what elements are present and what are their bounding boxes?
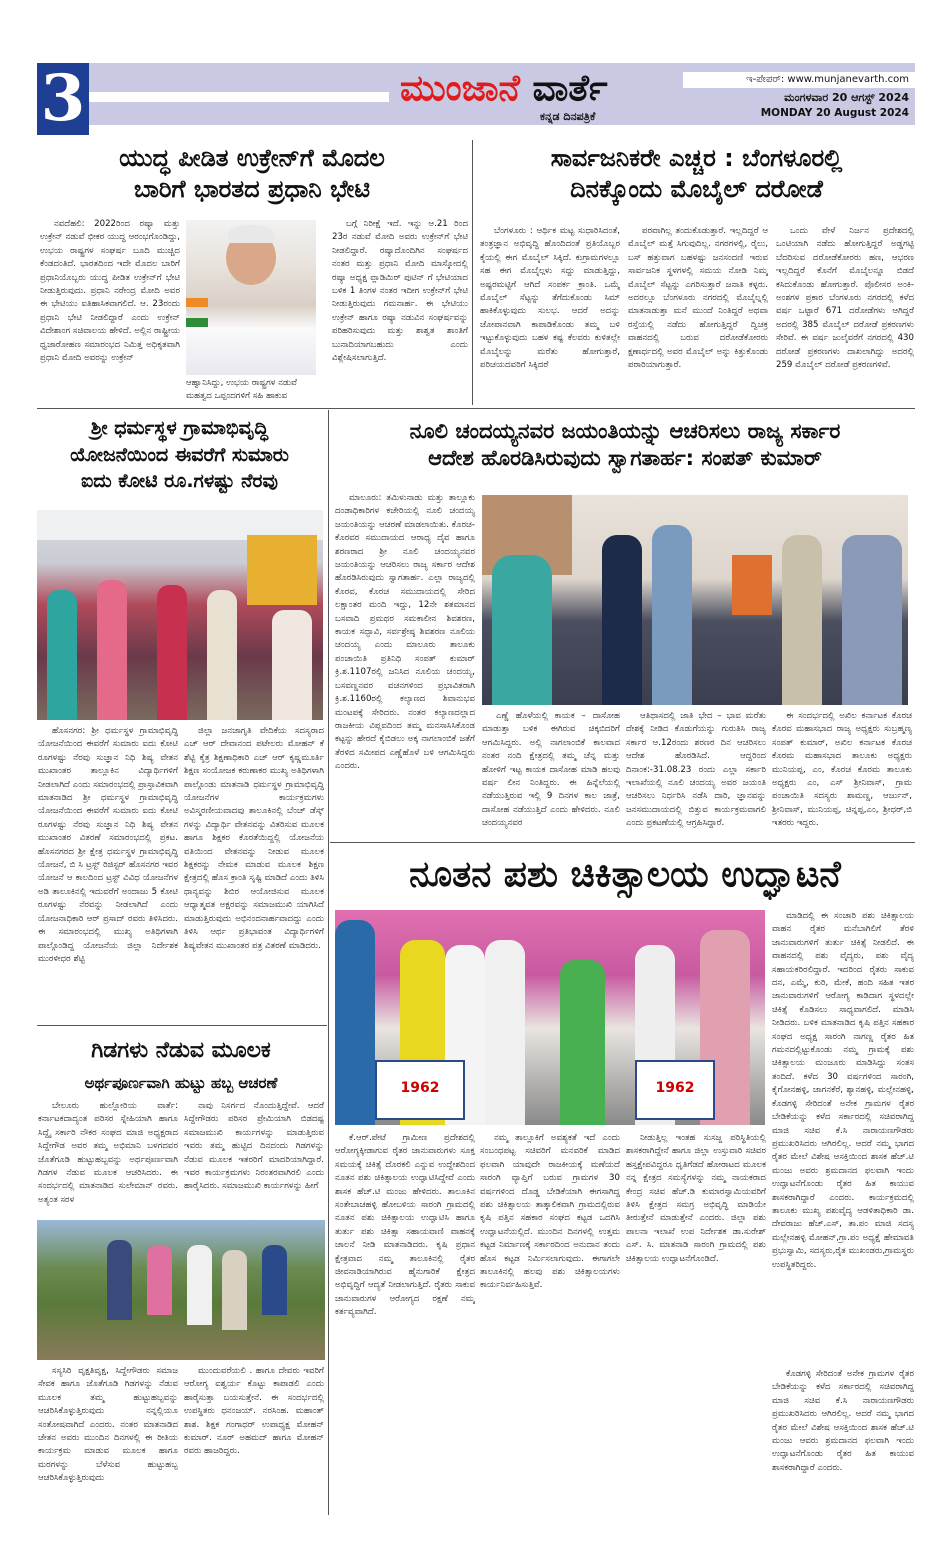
- nooli-photo: [482, 495, 908, 705]
- nooli-body-col4: [772, 710, 912, 837]
- logo-red: ಮುಂಜಾನೆ: [400, 68, 520, 109]
- headline-line: ಬಾರಿಗೆ ಭಾರತದ ಪ್ರಧಾನಿ ಭೇಟಿ: [133, 175, 371, 204]
- ukraine-body-col3: [332, 218, 468, 404]
- headline-line: ಯೋಜನೆಯಿಂದ ಈವರೆಗೆ ಸುಮಾರು: [70, 443, 289, 466]
- dharmasthala-headline: [37, 415, 322, 495]
- birthday-subheadline: ಅರ್ಥಪೂರ್ಣವಾಗಿ ಹುಟ್ಟು ಹಬ್ಬ ಆಚರಣೆ: [84, 1074, 278, 1092]
- dharmasthala-body-col2: [184, 725, 324, 1015]
- headline-line: ಶ್ರೀ ಧರ್ಮಸ್ಥಳ ಗ್ರಾಮಾಭಿವೃದ್ಧಿ: [90, 417, 269, 439]
- mobile-body-col2: [628, 225, 768, 405]
- headline-line: ನೂಲಿ ಚಂದಯ್ಯನವರ ಜಯಂತಿಯನ್ನು ಆಚರಿಸಲು ರಾಜ್ಯ ಸರ್ಕಾರ: [409, 419, 841, 443]
- tagline: ಕನ್ನಡ ದಿನಪತ್ರಿಕೆ: [540, 110, 596, 123]
- body-text: ಕೆ.ಆರ್.ಪೇಟೆ ಗ್ರಾಮೀಣ ಪ್ರದೇಶದಲ್ಲಿ ಆರೋಗ್ಯಕ್ಕೀಡಾಗುವ ರೈತರ ಜಾನುವಾರುಗಳು ಸೂಕ್ತ ಸಮಯಕ್ಕೆ ಚಿಕಿತ್ಸೆ ದೊರಕಲಿ ಎನ್ನುವ ಉದ್ದೇಶದಿಂದ ನೂತನ ಪಶು ಚಿಕಿತ್ಸಾಲಯ ಉದ್ಘಾಟಿಸಿದ್ದೇವೆ ಎಂದು ಶಾಸಕ ಹೆಚ್.ಟಿ ಮಂಜು ಹೇಳಿದರು. ತಾಲೂಕಿನ ಸಂತೇಬಾಚಹಳ್ಳಿ ಹೋಬಳಿಯ ಸಾರಂಗಿ ಗ್ರಾಮದಲ್ಲಿ ನೂತನ ಪಶು ಚಿಕಿತ್ಸಾಲಯ ಉದ್ಘಾಟಿಸಿ ಹಾಗೂ ತುರ್ತು ಪಶು ಚಿಕಿತ್ಸಾ ಸಹಾಯವಾಣಿ ವಾಹನಕ್ಕೆ ಚಾಲನೆ ನೀಡಿ ಮಾತನಾಡಿದರು. ಕೃಷಿ ಪ್ರಧಾನ ಕ್ಷೇತ್ರವಾದ ನಮ್ಮ ತಾಲೂಕಿನಲ್ಲಿ ರೈತರ ಜೀವನಾಡಿಯಾಗಿರುವ ಹೈನುಗಾರಿಕೆ ಕ್ಷೇತ್ರದ ಅಭಿವೃದ್ಧಿಗೆ ಆದ್ಯತೆ ನೀಡಲಾಗುತ್ತಿದೆ. ರೈತರು ಸಾಕುವ ಜಾನುವಾರುಗಳ ಆರೋಗ್ಯದ ರಕ್ಷಣೆ ನಮ್ಮ ಕರ್ತವ್ಯವಾಗಿದೆ.: [335, 1133, 475, 1318]
- body-text: ಮಾಲೂರು: ತಮಿಳುನಾಡು ಮತ್ತು ತಾಲ್ಲೂಕು ದಂಡಾಧಿಕಾರಿಗಳ ಕಚೇರಿಯಲ್ಲಿ ನೂಲಿ ಚಂದಯ್ಯ ಜಯಂತಿಯನ್ನು ಆಚರಣೆ ಮಾಡಲಾಯಿತು. ಕೊರಚ-ಕೊರವರ ಸಮುದಾಯದ ಆರಾಧ್ಯ ದೈವ ಹಾಗೂ ಶರಣರಾದ ಶ್ರೀ ನೂಲಿ ಚಂದಯ್ಯನವರ ಜಯಂತಿಯನ್ನು ಆಚರಿಸಲು ರಾಜ್ಯ ಸರ್ಕಾರ ಆದೇಶ ಹೊರಡಿಸಿರುವುದು ಸ್ವಾಗತಾರ್ಹ. ಎಲ್ಲಾ ರಾಜ್ಯದಲ್ಲಿ ಕೊರವ, ಕೊರಚ ಸಮುದಾಯದಲ್ಲಿ ಸೇರಿದ ಲಕ್ಷಾಂತರ ಮಂದಿ ಇದ್ದು, 12ನೇ ಶತಮಾನದ ಬಸವಾದಿ ಪ್ರಮಥರ ಸಮಕಾಲೀನ ಶಿವಶರಣ, ಕಾಯಕ ಸದ್ಭಾವಿ, ಸರ್ವಶ್ರೇಷ್ಠ ಶಿವಶರಣ ನೂಲಿಯ ಚಂದಯ್ಯ ಎಂದು ಮಾಲೂರು ತಾಲೂಕು ಪಂಚಾಯಿತಿ ಪ್ರತಿನಿಧಿ ಸಂಪತ್ ಕುಮಾರ್ ಕ್ರಿ.ಶ.1107ರಲ್ಲಿ ಜನಿಸಿದ ನೂಲಿಯ ಚಂದಯ್ಯ, ಬಸವಣ್ಣನವರ ವಚನಗಳಿಂದ ಪ್ರಭಾವಿತರಾಗಿ ಕ್ರಿ.ಶ.1160ರಲ್ಲಿ ಕಲ್ಯಾಣದ ಶಿವಾನುಭವ ಮಂಟಪಕ್ಕೆ ಸೇರಿದರು. ನಂತರ ಕಲ್ಯಾಣದಲ್ಲಾದ ರಾಜಕೀಯ ವಿಪ್ಲವದಿಂದ ತಮ್ಮ ಮನಸಾಸಿಸಿಕೊಂಡ ಕಟ್ಟನ್ನು ಹೇರದೆ ಕೈಬಿಡಲು ಅಕ್ಕ ನಾಗಲಾಂಬಿಕೆ ಜತೆಗೆ ತೆರಳಿದ ಸಮೀಪದ ಎಣ್ಣೆಹೊಳೆ ಬಳಿ ಆಗಮಿಸಿದ್ದರು ಎಂದರು.: [335, 493, 475, 772]
- ukraine-headline: [37, 143, 467, 205]
- birthday-headline: ಗಿಡಗಳು ನೆಡುವ ಮೂಲಕ: [91, 1038, 271, 1063]
- nooli-body-col2: [482, 710, 620, 837]
- section-rule: [37, 408, 915, 409]
- masthead-stripe: [89, 92, 389, 102]
- birthday-body-col3: [38, 1365, 178, 1510]
- modi-photo-caption: ಆಹ್ವಾನಿಸಿದ್ದು, ಉಭಯ ರಾಷ್ಟ್ರಗಳ ನಡುವೆ ಮಹತ್ವದ ಒಪ್ಪಂದಗಳಿಗೆ ಸಹಿ ಹಾಕುವ: [186, 378, 298, 401]
- body-text: ಹೊಸನಗರ: ಶ್ರೀ ಧರ್ಮಸ್ಥಳ ಗ್ರಾಮಾಭಿವೃದ್ಧಿ ಯೋಜನೆಯಿಂದ ಈವರೆಗೆ ಸುಮಾರು ಐದು ಕೋಟಿ ರೂಗಳಷ್ಟು ನೆರವು ಸುಜ್ಞಾನ ನಿಧಿ ಶಿಷ್ಯ ವೇತನ ಮುಖಾಂತರ ತಾಲ್ಲೂಕಿನ ವಿದ್ಯಾರ್ಥಿಗಳಿಗೆ ನೀಡಲಾಗಿದೆ ಎಂದು ಸಮಾರಂಭದಲ್ಲಿ ಪ್ರಾಸ್ತಾವಿಕವಾಗಿ ಮಾತನಾಡಿದ ಶ್ರೀ ಧರ್ಮಸ್ಥಳ ಗ್ರಾಮಾಭಿವೃದ್ಧಿ ಯೋಜನೆಯಿಂದ ಈವರೆಗೆ ಸುಮಾರು ಐದು ಕೋಟಿ ರೂಗಳಷ್ಟು ನೆರವು ಸುಜ್ಞಾನ ನಿಧಿ ಶಿಷ್ಯ ವೇತನ ಮುಖಾಂತರ ವಿತರಣೆ ಸಮಾರಂಭದಲ್ಲಿ ಪ್ರಕಟ. ಹೊಸನಗರದ ಶ್ರೀ ಕ್ಷೇತ್ರ ಧರ್ಮಸ್ಥಳ ಗ್ರಾಮಾಭಿವೃದ್ಧಿ ಯೋಜನೆ, ಬಿ ಸಿ ಟ್ರಸ್ಟ್ ರಿಜಿಸ್ಟರ್ ಹೊಸನಗರ ಇವರ ಯೋಜನೆ ಆ ಕಾಲದಿಂದ ಟ್ರಸ್ಟ್ ವಿವಿಧ ಯೋಜನೆಗಳ ಅಡಿ ತಾಲೂಕಿನಲ್ಲಿ ಇದುವರೆಗೆ ಅಂದಾಜು 5 ಕೋಟಿ ರೂಗಳಷ್ಟು ನೆರವನ್ನು ನೀಡಲಾಗಿದೆ ಎಂದು ಯೋಜನಾಧಿಕಾರಿ ಆರ್ ಪ್ರಸಾದ್ ರವರು ತಿಳಿಸಿದರು. ಈ ಸಮಾರಂಭದಲ್ಲಿ ಮುಖ್ಯ ಅತಿಥಿಗಳಾಗಿ ಪಾಲ್ಗೊಂಡಿದ್ದ ಯೋಜನೆಯ ಜಿಲ್ಲಾ ನಿರ್ದೇಶಕ ಮುರಳೀಧರ ಶೆಟ್ಟಿ: [38, 726, 178, 964]
- body-text: ಮಾಡಿದಲ್ಲಿ ಈ ಸಂಚಾರಿ ಪಶು ಚಿಕಿತ್ಸಾಲಯ ವಾಹನ ರೈತರ ಮನೆಬಾಗಿಲಿಗೆ ತೆರಳಿ ಜಾನುವಾರುಗಳಿಗೆ ತುರ್ತು ಚಿಕಿತ್ಸೆ ನೀಡಲಿದೆ. ಈ ವಾಹನದಲ್ಲಿ ಪಶು ವೈದ್ಯರು, ಪಶು ವೈದ್ಯ ಸಹಾಯಕರಿರಲಿದ್ದಾರೆ. ಇದರಿಂದ ರೈತರು ಸಾಕುವ ದನ, ಎಮ್ಮೆ, ಕುರಿ, ಮೇಕೆ, ಹಂದಿ ಸಹಿತ ಇತರ ಜಾನುವಾರುಗಳಿಗೆ ಆರೋಗ್ಯ ಕಾಡಿದಾಗ ಸ್ಥಳದಲ್ಲೇ ಚಿಕಿತ್ಸೆ ಕೊಡಿಸಲು ಸಾಧ್ಯವಾಗಲಿದೆ. ಮಾಡಿಸಿ ನೀಡಿದರು. ಬಳಿಕ ಮಾತನಾಡಿದ ಕೃಷಿ ಪತ್ತಿನ ಸಹಕಾರ ಸಂಘದ ಅಧ್ಯಕ್ಷ ಸಾರಂಗಿ ನಾಗಣ್ಣ ರೈತರ ಹಿತ ಗಮನದಲ್ಲಿಟ್ಟುಕೊಂಡು ನಮ್ಮ ಗ್ರಾಮಕ್ಕೆ ಪಶು ಚಿಕಿತ್ಸಾಲಯ ಮಂಜೂರು ಮಾಡಿಸಿದ್ದು ಸಂತಸ ತಂದಿದೆ. ಕಳೆದ 30 ವರ್ಷಗಳಿಂದ ಸಾರಂಗಿ, ಕೈಗೋನಹಳ್ಳಿ, ಜಾಗನಕೆರೆ, ಶ್ಯಾನಹಳ್ಳಿ, ಮಲ್ಲೇನಹಳ್ಳಿ, ಕೊಡಗಳ್ಳಿ ಸೇರಿದಂತೆ ಅನೇಕ ಗ್ರಾಮಗಳ ರೈತರ ಬೇಡಿಕೆಯನ್ನು ಕಳೆದ ಸರ್ಕಾರದಲ್ಲಿ ಸಚಿವರಾಗಿದ್ದ ಮಾಜಿ ಸಚಿವ ಕೆ.ಸಿ ನಾರಾಯಣಗೌಡರು ಪ್ರಮುಖರಿಸಿದರು ಆಗಿರಲಿಲ್ಲ. ಆದರೆ ನಮ್ಮ ಭಾಗದ ರೈತರ ಮೇಲೆ ವಿಶೇಷ ಆಸಕ್ತಿಯಿಂದ ಶಾಸಕ ಹೆಚ್.ಟಿ ಮಂಜು ಅವರು ಶ್ರಮದಾನದ ಫಲವಾಗಿ ಇಂದು ಉದ್ಘಾಟನೆಗೊಂಡು ರೈತರ ಹಿತ ಕಾಯುವ ಶಾಸಕರಾಗಿದ್ದಾರೆ ಎಂದರು. ಕಾರ್ಯಕ್ರಮದಲ್ಲಿ ತಾಲೂಕು ಮುಖ್ಯ ಪಶುವೈದ್ಯ ಆಡಳಿತಾಧಿಕಾರಿ ಡಾ. ದೇವರಾಜು ಹೆಚ್.ಎಸ್, ತಾ.ಪಂ ಮಾಜಿ ಸದಸ್ಯ ಮಲ್ಲೇನಹಳ್ಳಿ ಮೋಹನ್,ಗ್ರಾ.ಪಂ ಅಧ್ಯಕ್ಷೆ ಹೇಮಾವತಿ ಪ್ರಭುಸ್ವಾಮಿ, ಸದಸ್ಯರು,ರೈತ ಮುಖಂಡರು,ಗ್ರಾಮಸ್ಥರು ಉಪಸ್ಥಿತರಿದ್ದರು.: [772, 911, 914, 1270]
- headline-line: ಐದು ಕೋಟಿ ರೂ.ಗಳಷ್ಟು ನೆರವು: [81, 470, 278, 493]
- date-english: MONDAY 20 August 2024: [760, 107, 909, 119]
- vet-clinic-side-col: [772, 910, 914, 1365]
- ambulance-banner: 1962: [375, 1060, 465, 1120]
- ukraine-body-col1: [40, 218, 180, 404]
- body-text: ನಮ್ಮ ತಾಲ್ಲೂಕಿಗೆ ಅವಶ್ಯಕತೆ ಇದೆ ಎಂದು ಸಂಬಂಧಪಟ್ಟ ಸಚಿವರಿಗೆ ಮನವರಿಕೆ ಮಾಡಿದ ಫಲವಾಗಿ ಯಾವುದೇ ರಾಜಕೀಯಕ್ಕೆ ಮಣೆಯದೆ ಸಾರಂಗಿ ವ್ಯಾಪ್ತಿಗೆ ಬರುವ ಗ್ರಾಮಗಳ 30 ವರ್ಷಗಳಿಂದ ದೊಡ್ಡ ಬೇಡಿಕೆಯಾಗಿ ಈಗಸಾಗಿದ್ದ ಪಶು ಚಿಕಿತ್ಸಾಲಯ ತಾತ್ಕಾಲಿಕವಾಗಿ ಗ್ರಾಮದಲ್ಲಿರುವ ಕೃಷಿ ಪತ್ತಿನ ಸಹಕಾರ ಸಂಘದ ಕಟ್ಟಡ ಒದಗಿಸಿ ಉದ್ಘಾಟನೆಯಲ್ಲಿದೆ. ಮುಂದಿನ ದಿನಗಳಲ್ಲಿ ಉತ್ತಮ ಕಟ್ಟಡ ನಿರ್ಮಾಣಕ್ಕೆ ಸರ್ಕಾರದಿಂದ ಅನುದಾನ ತಂದು ಹೊಸ ಕಟ್ಟಡ ನಿರ್ಮಿಸಲಾಗುವುದು. ಈಗಾಗಲೇ ತಾಲೂಕಿನಲ್ಲಿ ಹಲವು ಪಶು ಚಿಕಿತ್ಸಾಲಯಗಳು ಕಾರ್ಯನಿರ್ವಹಿಸುತ್ತಿವೆ.: [480, 1133, 620, 1291]
- body-text: ಈ ಸಂದರ್ಭದಲ್ಲಿ ಅಖಿಲ ಕರ್ನಾಟಕ ಕೊರಚ ಕೊರವ ಮಹಾಸಭಾದ ರಾಜ್ಯ ಅಧ್ಯಕ್ಷರು ಸುಬ್ರಹ್ಮಣ್ಯ ಸಂಪತ್ ಕುಮಾರ್, ಅಖಿಲ ಕರ್ನಾಟಕ ಕೊರಚ ಕೊರಮ ಮಹಾಸಭಾದ ತಾಲೂಕು ಅಧ್ಯಕ್ಷರು ಮುನಿಯಪ್ಪ, ಎಂ, ಕೊರಚ ಕೊರಮ ತಾಲೂಕು ಅಧ್ಯಕ್ಷರು ಎಂ, ಎಸ್ ಶ್ರೀನಿವಾಸ್, ಗ್ರಾಮ ಪಂಚಾಯಿತಿ ಸದಸ್ಯರು ಶಾಮಣ್ಣ, ಆರ್ಜುನ್, ಶ್ರೀನಿವಾಸ್, ಮುನಿಯಪ್ಪ, ಚಿನ್ನಪ್ಪ,ಎಂ, ಶ್ರೀಧರ್,ಬಿ ಇತರರು ಇದ್ದರು.: [772, 711, 912, 829]
- vet-clinic-headline: ನೂತನ ಪಶು ಚಿಕಿತ್ಸಾಲಯ ಉದ್ಘಾಟನೆ: [409, 854, 841, 895]
- vet-clinic-body-col1: [335, 1132, 475, 1510]
- dharmasthala-photo: [37, 510, 323, 720]
- section-rule: [37, 1025, 327, 1026]
- body-text: ಮುಂದುವರೆಯಲಿ . ಹಾಗೂ ದೇವರು ಇವರಿಗೆ ಆರೋಗ್ಯ ಐಶ್ವರ್ಯ ಕೊಟ್ಟು ಕಾಪಾಡಲಿ ಎಂದು ಹಾರೈಸುತ್ತಾ ಬಯಸುತ್ತೇನೆ. ಈ ಸಂದರ್ಭದಲ್ಲಿ ಉಪಸ್ಥಿತರು ಧನಂಜಯ್. ನರಸಿಂಹ. ಮಹಾಂತ್ ಶಾಶ. ಶಿಕ್ಷಕ ಗಂಗಾಧರ್ ಉಪಾಧ್ಯಕ್ಷ ಮೋಹನ್ ಕುಮಾರ್. ನೂರ್ ಅಹಮದ್ ಹಾಗೂ ಮೋಹನ್ ರವರು ಹಾಜರಿದ್ದರು.: [184, 1366, 324, 1457]
- nooli-chandayya-headline: [335, 418, 915, 473]
- vet-clinic-body-col2: [480, 1132, 620, 1510]
- modi-photo: [186, 220, 316, 375]
- nooli-body-col1: [335, 492, 475, 837]
- ambulance-banner: 1962: [635, 1060, 715, 1120]
- body-text: ಒಂದು ವೇಳೆ ನಿರ್ಜನ ಪ್ರದೇಶದಲ್ಲಿ ಒಂಟಿಯಾಗಿ ನಡೆದು ಹೋಗುತ್ತಿದ್ದರೆ ಅಡ್ಡಗಟ್ಟಿ ಬೆದರಿಸುವ ದರೋಡೆಕೋರರು ಹಣ, ಆಭರಣ ಇಲ್ಲದಿದ್ದರೆ ಕೊನೆಗೆ ಮೊಬೈಲನ್ನೂ ಬಿಡದೆ ಕಸಿದುಕೊಂಡು ಹೋಗುತ್ತಾರೆ. ಪೊಲೀಸರ ಅಂಕಿ-ಅಂಶಗಳ ಪ್ರಕಾರ ಬೆಂಗಳೂರು ನಗರದಲ್ಲಿ ಕಳೆದ ವರ್ಷ ಒಟ್ಟಾರೆ 671 ದರೋಡೆಗಳು ಆಗಿದ್ದರೆ ಅದರಲ್ಲಿ 385 ಮೊಬೈಲ್ ದರೋಡೆ ಪ್ರಕರಣಗಳು ಸೇರಿವೆ. ಈ ವರ್ಷ ಜುಲೈವರೆಗೆ ನಗರದಲ್ಲಿ 430 ದರೋಡೆ ಪ್ರಕರಣಗಳು ದಾಖಲಾಗಿದ್ದು ಅದರಲ್ಲಿ 259 ಮೊಬೈಲ್ ದರೋಡೆ ಪ್ರಕರಣಗಳಿವೆ.: [776, 226, 914, 371]
- page-number: 3: [37, 63, 89, 135]
- column-rule: [472, 140, 473, 405]
- body-text: ನಾವು ನಿಸರ್ಗದ ನೊಂದುತ್ತಿದ್ದೇವೆ. ಆದರೆ ಸಿದ್ದೇಗೌಡರು ಪರಿಸರ ಪ್ರೇಮಿಯಾಗಿ ಬಿಡದಷ್ಟ ಸಮಾಜಮುಖಿ ಕಾರ್ಯಗಳನ್ನು ಮಾಡುತ್ತಿರುವ ಇವರು ತಮ್ಮ ಹುಟ್ಟಿದ ದಿನದಂದು ಗಿಡಗಳನ್ನು ನೆಡುವ ಮೂಲಕ ಇತರರಿಗೆ ಮಾದರಿಯಾಗಿದ್ದಾರೆ. ಇವರ ಕಾರ್ಯಕ್ರಮಗಳು ನಿರಂತರವಾಗಿರಲಿ ಎಂದು ಹಾರೈಸಿದರು. ಸಮಾಜಮುಖಿ ಕಾರ್ಯಗಳನ್ನು ಹೀಗೆ: [184, 1101, 324, 1192]
- vet-clinic-photo: [335, 910, 765, 1125]
- nooli-body-col3: [626, 710, 766, 837]
- headline-line: ಯುದ್ಧ ಪೀಡಿತ ಉಕ್ರೇನ್‌ಗೆ ಮೊದಲ: [119, 144, 385, 172]
- logo-black: ವಾರ್ತೆ: [532, 68, 608, 109]
- headline-line: ಆದೇಶ ಹೊರಡಿಸಿರುವುದು ಸ್ವಾಗತಾರ್ಹ: ಸಂಪತ್ ಕುಮಾರ್: [428, 446, 822, 471]
- body-text: ಬೆಂಗಳೂರು : ಆರ್ಥಿಕ ಮಟ್ಟ ಸುಧಾರಿಸಿದಂತೆ, ತಂತ್ರಜ್ಞಾನ ಅಭಿವೃದ್ಧಿ ಹೊಂದಿದಂತೆ ಪ್ರತಿಯೊಬ್ಬರ ಕೈಯಲ್ಲಿ ಈಗ ಮೊಬೈಲ್ ಸಿಕ್ಕಿದೆ. ಕುಗ್ರಾಮಗಳಲ್ಲೂ ಸಹ ಈಗ ಮೊಬೈಲ್ಗಳು ಸದ್ದು ಮಾಡುತ್ತಿದ್ದು, ಅಷ್ಟರಮಟ್ಟಿಗೆ ಆಗಿದೆ ಸಂಪರ್ಕ ಕ್ರಾಂತಿ. ಒಮ್ಮೆ ಮೊಬೈಲ್ ಸೆಟ್ಟನ್ನು ತೆಗೆದುಕೊಂಡು ಸಿಮ್ ಹಾಕಿಕೊಳ್ಳುವುದು ಸುಲಭ. ಆದರೆ ಅದನ್ನು ಜೋಪಾನವಾಗಿ ಕಾಪಾಡಿಕೊಂಡು ತಮ್ಮ ಬಳಿ ಇಟ್ಟುಕೊಳ್ಳುವುದು ಬಹಳ ಕಷ್ಟ ಕೆಲವರು ಕುಳಿತಲ್ಲೇ ಮೊಬೈಲನ್ನು ಮರೆತು ಹೋಗುತ್ತಾರೆ, ಪರಿಚಯದವರಿಗೆ ಸಿಕ್ಕಿದರೆ: [480, 226, 620, 371]
- body-text: ಪರವಾಗಿಲ್ಲ ತಂದುಕೊಡುತ್ತಾರೆ. ಇಲ್ಲದಿದ್ದರೆ ಆ ಮೊಬೈಲ್ ಮತ್ತೆ ಸಿಗುವುದಿಲ್ಲ. ನಗರಗಳಲ್ಲಿ, ರೈಲು, ಬಸ್ ಹತ್ತುವಾಗ ಬಹಳಷ್ಟು ಜನಸಂದಣಿ ಇರುವ ಸಾರ್ವಜನಿಕ ಸ್ಥಳಗಳಲ್ಲಿ ಸಮಯ ನೋಡಿ ನಿಮ್ಮ ಮೊಬೈಲ್ ಸೆಟ್ಟನ್ನು ಎಗರಿಸುತ್ತಾರೆ ಜನಾತಿ ಕಳ್ಳರು. ಅದರಲ್ಲೂ ಬೆಂಗಳೂರು ನಗರದಲ್ಲಿ ಮೊಬೈಲ್ನಲ್ಲಿ ಮಾತನಾಡುತ್ತಾ ಮನೆ ಮುಂದೆ ನಿಂತಿದ್ದರೆ ಅಥವಾ ರಸ್ತೆಯಲ್ಲಿ ನಡೆದು ಹೋಗುತ್ತಿದ್ದರೆ ದ್ವಿಚಕ್ರ ವಾಹನದಲ್ಲಿ ಬರುವ ದರೋಡೆಕೋರರು ಕ್ಷಣಾರ್ಧದಲ್ಲಿ ಅವರ ಮೊಬೈಲ್ ಅನ್ನು ಕಿತ್ತುಕೊಂಡು ಪರಾರಿಯಾಗುತ್ತಾರೆ.: [628, 226, 768, 371]
- vet-clinic-body-col3: [626, 1132, 766, 1510]
- body-text: ನವದೆಹಲಿ: 2022ರಿಂದ ರಷ್ಯಾ ಮತ್ತು ಉಕ್ರೇನ್ ನಡುವೆ ಭೀಕರ ಯುದ್ಧ ಆರಂಭಗೊಂಡಿದ್ದು, ಉಭಯ ರಾಷ್ಟ್ರಗಳ ಸಂಘರ್ಷ ಬೂದಿ ಮುಚ್ಚಿದ ಕೆಂಡದಂತಿದೆ. ಭಾರತದಿಂದ ಇದೇ ಮೊದಲ ಬಾರಿಗೆ ಪ್ರಧಾನಿಯೊಬ್ಬರು ಯುದ್ಧ ಪೀಡಿತ ಉಕ್ರೇನ್‌ಗೆ ಭೇಟಿ ನೀಡುತ್ತಿರುವುದು. ಪ್ರಧಾನಿ ನರೇಂದ್ರ ಮೋದಿ ಅವರ ಈ ಭೇಟಿಯು ಐತಿಹಾಸಿಕವಾಗಲಿದೆ. ಆ. 23ರಂದು ಪ್ರಧಾನಿ ಭೇಟಿ ನೀಡಲಿದ್ದಾರೆ ಎಂದು ಉಕ್ರೇನ್ ವಿದೇಶಾಂಗ ಸಚಿವಾಲಯ ಹೇಳಿದೆ. ಅಲ್ಲಿನ ರಾಷ್ಟ್ರೀಯ ಧ್ವಜಾರೋಹಣ ಸಮಾರಂಭದ ನಿಮಿತ್ತ ಅಧಿಕೃತವಾಗಿ ಪ್ರಧಾನಿ ಮೋದಿ ಅವರನ್ನು ಉಕ್ರೇನ್: [40, 219, 180, 364]
- mobile-body-col3: [776, 225, 914, 405]
- body-text: ಜಿಲ್ಲಾ ಜನಜಾಗೃತಿ ವೇದಿಕೆಯ ಸದಸ್ಯರಾದ ಎಚ್ ಆರ್ ದೇವಾನಂದ ಪಟೇಲರು ಮೋಹನ್ ಕೆ ಶೆಟ್ಟಿ ಕೈತ್ರ ಶಿಕ್ಷಣಾಧಿಕಾರಿ ಎಚ್ ಆರ್ ಕೃಷ್ಣಮೂರ್ತಿ ಶಿಕ್ಷಣ ಸಂಯೋಜಕ ಕರುಣಾಕರ ಮುಖ್ಯ ಅತಿಥಿಗಳಾಗಿ ಪಾಲ್ಗೊಂಡು ಮಾತನಾಡಿ ಧರ್ಮಸ್ಥಳ ಗ್ರಾಮಾಭಿವೃದ್ಧಿ ಯೋಜನೆಗಳ ಕಾರ್ಯಕ್ರಮಗಳು ಅವಿಸ್ಮರಣೀಯವಾದವು ತಾಲೂಕಿನಲ್ಲಿ ಬೆಂಚ್ ಡೆಸ್ಕ್ ಗಳನ್ನು ವಿದ್ಯಾರ್ಥಿ ವೇತನವನ್ನು ವಿತರಿಸುವ ಮೂಲಕ ಹಾಗೂ ಶಿಕ್ಷಕರ ಕೊರತೆಯಿದ್ದಲ್ಲಿ ಯೋಜನೆಯ ವತಿಯಿಂದ ವೇತನವನ್ನು ನೀಡುವ ಮೂಲಕ ಶಿಕ್ಷಕರನ್ನು ನೇಮಕ ಮಾಡುವ ಮೂಲಕ ಶಿಕ್ಷಣ ಕ್ಷೇತ್ರದಲ್ಲಿ ಹೊಸ ಕ್ರಾಂತಿ ಸೃಷ್ಟಿ ಮಾಡಿದೆ ಎಂದು ತಿಳಿಸಿ ಧಾನ್ಯವನ್ನು ಶಿಬಿರ ಆಯೋಜಿಸುವ ಮೂಲಕ ಆಧ್ಯಾತ್ಮವತ ಅಕ್ಷರವನ್ನು ಸಮಾಜಮುಖಿ ಯಾಗಿಸಿದೆ ಮಾಡುತ್ತಿರುವುದು ಅಭಿನಂದನಾರ್ಹವಾದದ್ದು ಎಂದು ತಿಳಿಸಿ ಆರ್ಥ ಪ್ರತಿಭಾವಂತ ವಿದ್ಯಾರ್ಥಿಗಳಿಗೆ ಶಿಷ್ಯವೇತನ ಮುಖಾಂತರ ಪತ್ರ ವಿತರಣೆ ಮಾಡಿದರು.: [184, 726, 324, 951]
- headline-line: ಸಾರ್ವಜನಿಕರೇ ಎಚ್ಚರ : ಬೆಂಗಳೂರಲ್ಲಿ: [550, 144, 843, 172]
- headline-line: ದಿನಕ್ಕೊಂದು ಮೊಬೈಲ್ ದರೋಡೆ: [570, 175, 823, 204]
- tree-planting-photo: [37, 1220, 325, 1360]
- body-text: ಸಸ್ಯಸಿರಿ ವೃಕ್ಷತಿವೃಕ್ಷ, ಸಿದ್ದೇಗೌಡರು ಸಮಾಜ ಸೇವಕ ಹಾಗೂ ಜೊತೆಗೂಡಿ ಗಿಡಗಳನ್ನು ನೆಡುವ ಮೂಲಕ ತಮ್ಮ ಹುಟ್ಟುಹಬ್ಬವನ್ನು ಆಚರಿಸಿಕೊಳ್ಳುತ್ತಿರುವುದು ನನ್ನಲ್ಲಿಯೂ ಸಂತೋಷವಾಗಿದೆ ಎಂದರು. ನಂತರ ಮಾತನಾಡಿದ ಚೇತನ ಅವರು ಮುಂದಿನ ದಿನಗಳಲ್ಲಿ ಈ ರೀತಿಯ ಕಾರ್ಯಕ್ರಮ ಮಾಡುವ ಮೂಲಕ ಹಾಗೂ ಮರಗಳನ್ನು ಬೆಳೆಸುವ ಹುಟ್ಟುಹಬ್ಬ ಆಚರಿಸಿಕೊಳ್ಳುತ್ತಿರುವುದು: [38, 1366, 178, 1484]
- birthday-body-col4: [184, 1365, 324, 1510]
- body-text: ಕೊಡಗಳ್ಳಿ ಸೇರಿದಂತೆ ಅನೇಕ ಗ್ರಾಮಗಳ ರೈತರ ಬೇಡಿಕೆಯನ್ನು ಕಳೆದ ಸರ್ಕಾರದಲ್ಲಿ ಸಚಿವರಾಗಿದ್ದ ಮಾಜಿ ಸಚಿವ ಕೆ.ಸಿ ನಾರಾಯಣಗೌಡರು ಪ್ರಮುಖರಿಸಿದರು ಆಗಿರಲಿಲ್ಲ. ಆದರೆ ನಮ್ಮ ಭಾಗದ ರೈತರ ಮೇಲೆ ವಿಶೇಷ ಆಸಕ್ತಿಯಿಂದ ಶಾಸಕ ಹೆಚ್.ಟಿ ಮಂಜು ಆವರು ಶ್ರಮದಾನದ ಫಲವಾಗಿ ಇಂದು ಉದ್ಘಾಟನೆಗೊಂಡು ರೈತರ ಹಿತ ಕಾಯುವ ಶಾಸಕರಾಗಿದ್ದಾರೆ ಎಂದರು.: [772, 1369, 914, 1473]
- mobile-robbery-headline: [478, 143, 915, 205]
- body-text: ಬಗ್ಗೆ ನಿರೀಕ್ಷೆ ಇದೆ. ಇನ್ನು ಆ.21 ರಿಂದ 23ರ ನಡುವೆ ಮೋದಿ ಅವರು ಉಕ್ರೇನ್‌ಗೆ ಭೇಟಿ ನೀಡಲಿದ್ದಾರೆ. ರಷ್ಯಾದೊಂದಿಗಿನ ಸಂಘರ್ಷದ ನಂತರ ಮತ್ತು ಪ್ರಧಾನಿ ಮೋದಿ ಮಾಸ್ಕೋದಲ್ಲಿ ರಷ್ಯಾ ಅಧ್ಯಕ್ಷ ವ್ಲಾಡಿಮಿರ್ ಪುಟಿನ್ ಗೆ ಭೇಟಿಯಾದ ಬಳಿಕ 1 ತಿಂಗಳ ನಂತರ ಇದೀಗ ಉಕ್ರೇನ್‌ಗೆ ಭೇಟಿ ನೀಡುತ್ತಿರುವುದು ಗಮನಾರ್ಹ. ಈ ಭೇಟಿಯು ಉಕ್ರೇನ್ ಹಾಗೂ ರಷ್ಯಾ ನಡುವಿನ ಸಂಘರ್ಷವನ್ನು ಪರಿಹರಿಸುವುದು ಮತ್ತು ಶಾಶ್ವತ ಶಾಂತಿಗೆ ಬುನಾದಿಯಾಗಬಹುದು ಎಂದು ವಿಶ್ಲೇಷಿಸಲಾಗುತ್ತಿದೆ.: [332, 219, 468, 364]
- vet-clinic-body-col4: [772, 1368, 914, 1510]
- body-text: ಎಣ್ಣೆ ಹೊಳೆಯಲ್ಲಿ ಕಾಯಕ – ದಾಸೋಹ ಮಾಡುತ್ತಾ ಬಳಿಕ ಈಗಿರುವ ಚಿಕ್ಕಬಿದರಿಗೆ ಆಗಮಿಸಿದ್ದರು. ಅಲ್ಲಿ ನಾಗಲಾಂಬಿಕೆ ಕಾಲವಾದ ನಂತರ ನಂದಿ ಕ್ಷೇತ್ರದಲ್ಲಿ ತಮ್ಮ ಚೆನ್ನ ಮತ್ತು ಹೋಳಿಗೆ ಇಟ್ಟ ಕಾಯಕ ದಾಸೋಹ ಮಾಡಿ ಹಲವು ವರ್ಷ ಲೀನ ನಿಂತಿದ್ದರು. ಈ ಹಿನ್ನೆಲೆಯಲ್ಲಿ ನಡೆಯುತ್ತಿರುವ ಇಲ್ಲಿ 9 ದಿನಗಳ ಕಾಲ ಜಾತ್ರೆ, ದಾಸೋಹ ನಡೆಯುತ್ತಿದೆ ಎಂದು ಹೇಳಿದರು. ನೂಲಿ ಚಂದಯ್ಯನವರ: [482, 711, 620, 829]
- body-text: ಆತಿಥಾಸದಲ್ಲಿ ಜಾತಿ ಭೇದ – ಭಾವ ಮರೆತು ದೇಶಕ್ಕೆ ನೀಡಿದ ಕೊಡುಗೆಯನ್ನು ಗುರುತಿಸಿ ರಾಜ್ಯ ಸರ್ಕಾರ ಆ.12ರಂದು ಶರಣರ ದಿನ ಆಚರಿಸಲು ಆದೇಶ ಹೊರಡಿಸಿದೆ. ಆದ್ದರಿಂದ ದಿನಾಂಕ:-31.08.23 ರಂದು ಎಲ್ಲಾ ಸರ್ಕಾರಿ ಇಲಾಖೆಯಲ್ಲಿ ನೂಲಿ ಚಂದಯ್ಯ ಅವರ ಜಯಂತಿ ಆಚರಿಸಲು ನಿರ್ಧರಿಸಿ ನಡೆಸಿ ದಾರಿ, ಜ್ಞಾನವನ್ನು ಜನಸಮುದಾಯದಲ್ಲಿ ಬಿತ್ತುವ ಕಾರ್ಯಕ್ರಮವಾಗಲಿ ಎಂದು ಪ್ರಕಟಣೆಯಲ್ಲಿ ಆಗ್ರಹಿಸಿದ್ದಾರೆ.: [626, 711, 766, 829]
- newspaper-logo: [400, 68, 608, 110]
- section-rule: [330, 842, 915, 843]
- date-kannada: ಮಂಗಳವಾರ 20 ಆಗಸ್ಟ್ 2024: [784, 91, 909, 104]
- epaper-link[interactable]: ಇ-ಪೇಪರ್: www.munjanevarth.com: [683, 72, 915, 88]
- column-rule: [328, 410, 329, 1515]
- body-text: ಬೇಲೂರು ಹುಲ್ಲೋರಿಯ ವಾರ್ತೆ: ಕರ್ನಾಟಕದಾದ್ಯಂತ ಪರಿಸರ ಸ್ನೇಹಿಯಾಗಿ ಹಾಗೂ ಸಿದ್ದೈ ಸರ್ಕಾರಿ ನೌಕರ ಸಂಘದ ಮಾಜಿ ಅಧ್ಯಕ್ಷರಾದ ಸಿದ್ದೇಗೌಡ ಅವರ ತಮ್ಮ ಅಭಿಮಾನಿ ಬಳಗದವರ ಜೊತೆಗೂಡಿ ಹುಟ್ಟುಹಬ್ಬವನ್ನು ಅರ್ಥಪೂರ್ಣವಾಗಿ ಗಿಡಗಳ ನೆಡುವ ಮೂಲಕ ಆಚರಿಸಿದರು. ಈ ಸಂದರ್ಭದಲ್ಲಿ ಮಾತನಾಡಿದ ಸುಲೇಮಾನ್ ರವರು. ಅತ್ಯಂತ ಸರಳ: [38, 1101, 178, 1205]
- birthday-body-col2: [184, 1100, 324, 1215]
- dharmasthala-body-col1: [38, 725, 178, 1015]
- mobile-body-col1: [480, 225, 620, 405]
- birthday-body-col1: [38, 1100, 178, 1215]
- body-text: ನೀಡುತ್ತಿಲ್ಲ ಇಂತಹ ಸುಸಜ್ಜ ಪರಿಸ್ಥಿತಿಯಲ್ಲಿ ಶಾಸಕರಾಗಿದ್ದೇನೆ ಹಾಗೂ ಜಿಲ್ಲಾ ಉಸ್ತುವಾರಿ ಸಚಿವರ ಹಸ್ತಕ್ಷೇಪವಿದ್ದರೂ ಧೃತಿಗೆಡದೆ ಹೋರಾಟದ ಮೂಲಕ ನನ್ನ ಕ್ಷೇತ್ರದ ಸಮಸ್ಯೆಗಳನ್ನು ನಮ್ಮ ನಾಯಕರಾದ ಕೇಂದ್ರ ಸಚಿವ ಹೆಚ್.ಡಿ ಕುಮಾರಸ್ವಾಮಿಯವರಿಗೆ ತಿಳಿಸಿ ಕ್ಷೇತ್ರದ ಸಮಗ್ರ ಅಭಿವೃದ್ಧಿ ಮಾಡಿಯೇ ತೀರುತ್ತೇನೆ ಮಾಡುತ್ತೇನೆ ಎಂದರು. ಜಿಲ್ಲಾ ಪಶು ಪಾಲನಾ ಇಲಾಖೆ ಉಪ ನಿರ್ದೇಶಕ ಡಾ.ಸುರೇಶ್ ಎಸ್. ಸಿ. ಮಾತನಾಡಿ ಸಾರಂಗಿ ಗ್ರಾಮದಲ್ಲಿ ಪಶು ಚಿಕಿತ್ಸಾಲಯ ಉದ್ಘಾಟನೆಗೊಂಡಿದೆ.: [626, 1133, 766, 1264]
